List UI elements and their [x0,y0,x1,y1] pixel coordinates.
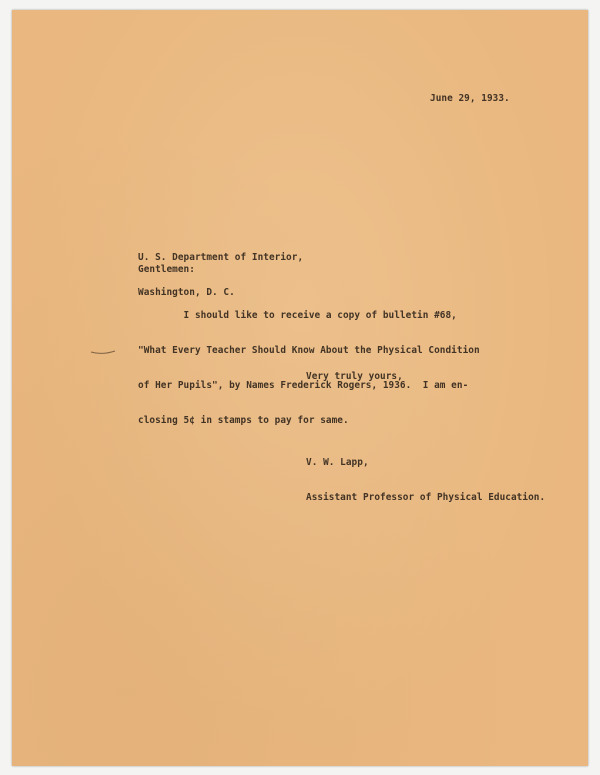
signature-block [306,434,545,527]
salutation: Gentlemen: [138,264,195,275]
letter-body [138,287,480,449]
pencil-mark [90,349,116,355]
recipient-line: U. S. Department of Interior, [138,252,304,264]
letter-date: June 29, 1933. [430,93,510,104]
letter-page [12,10,588,766]
signer-name: V. W. Lapp, [306,457,369,469]
body-line: closing 5¢ in stamps to pay for same. [138,414,349,426]
complimentary-closing: Very truly yours, [306,371,403,382]
signer-title: Assistant Professor of Physical Education. [306,491,546,503]
body-line: "What Every Teacher Should Know About the Physical Condition [138,344,480,356]
body-line: of Her Pupils", by Names Frederick Rogers, 1936. I am en- [138,379,469,391]
recipient-line: Washington, D. C. [138,286,235,298]
body-line: I should like to receive a copy of bulletin #68, [138,310,457,322]
